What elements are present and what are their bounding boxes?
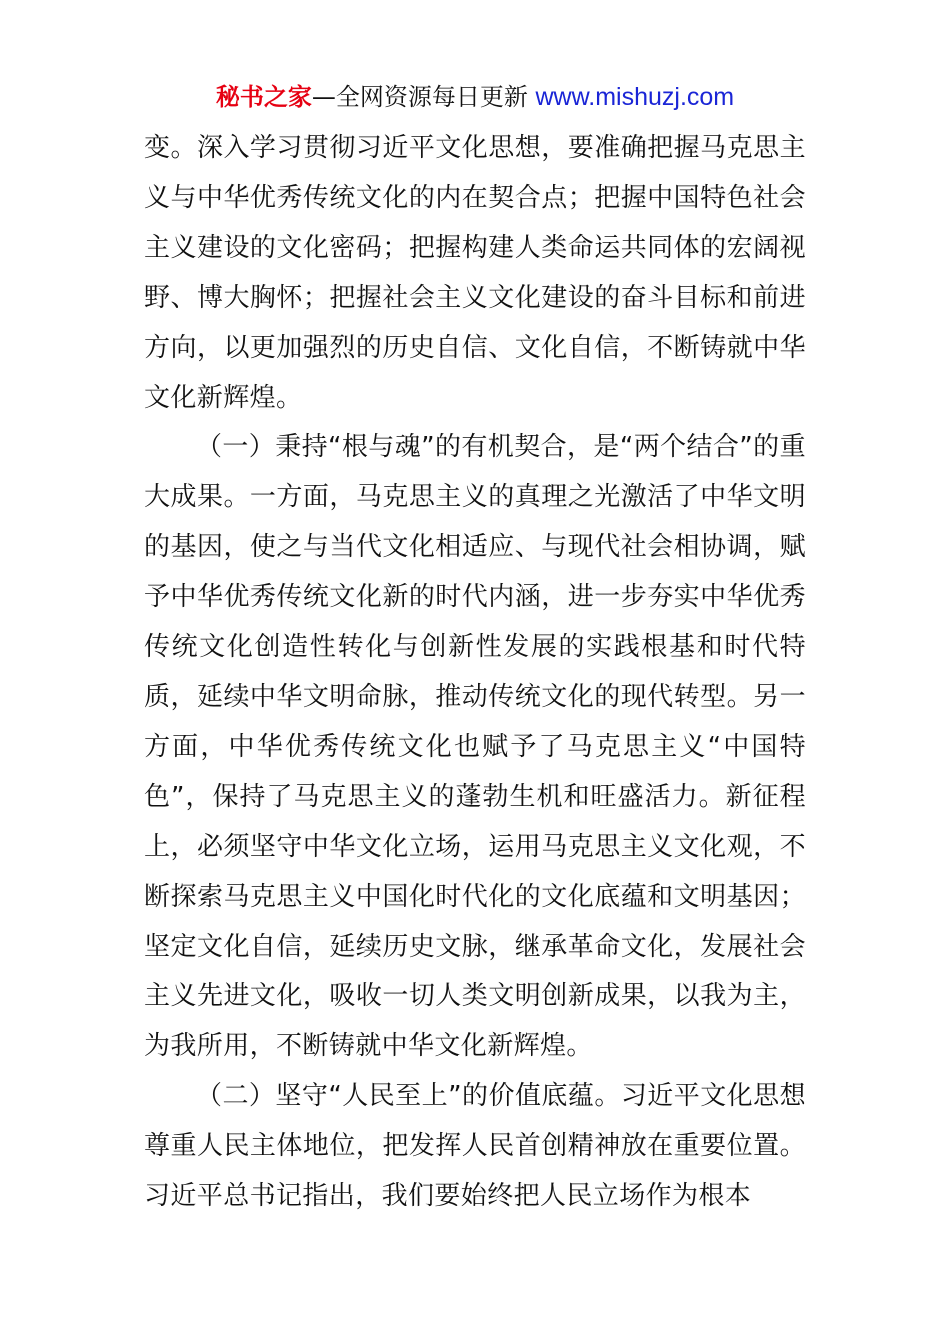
header-tagline: —全网资源每日更新: [311, 83, 536, 111]
paragraph-1: 变。深入学习贯彻习近平文化思想，要准确把握马克思主义与中华优秀传统文化的内在契合点；把握中国特色社会主义建设的文化密码；把握构建人类命运共同体的宏阔视野、博大胸怀；把握社会主义文化建设的奋斗目标和前进方向，以更加强烈的历史自信、文化自信，不断铸就中华文化新辉煌。: [144, 133, 806, 413]
paragraph-2: （一）秉持“根与魂”的有机契合，是“两个结合”的重大成果。一方面，马克思主义的真理之光激活了中华文明的基因，使之与当代文化相适应、与现代社会相协调，赋予中华优秀传统文化新的时代内涵，进一步夯实中华优秀传统文化创造性转化与创新性发展的实践根基和时代特质，延续中华文明命脉，推动传统文化的现代转型。另一方面，中华优秀传统文化也赋予了马克思主义“中国特色”，保持了马克思主义的蓬勃生机和旺盛活力。新征程上，必须坚守中华文化立场，运用马克思主义文化观，不断探索马克思主义中国化时代化的文化底蕴和文明基因；坚定文化自信，延续历史文脉，继承革命文化，发展社会主义先进文化，吸收一切人类文明创新成果，以我为主，为我所用，不断铸就中华文化新辉煌。: [144, 432, 806, 1062]
site-url[interactable]: www.mishuzj.com: [535, 83, 735, 111]
site-header: [0, 78, 950, 116]
paragraph-3: （二）坚守“人民至上”的价值底蕴。习近平文化思想尊重人民主体地位，把发挥人民首创精神放在重要位置。习近平总书记指出，我们要始终把人民立场作为根本: [144, 1081, 806, 1212]
brand-name: 秘书之家: [215, 83, 312, 111]
document-body: [144, 124, 806, 1222]
